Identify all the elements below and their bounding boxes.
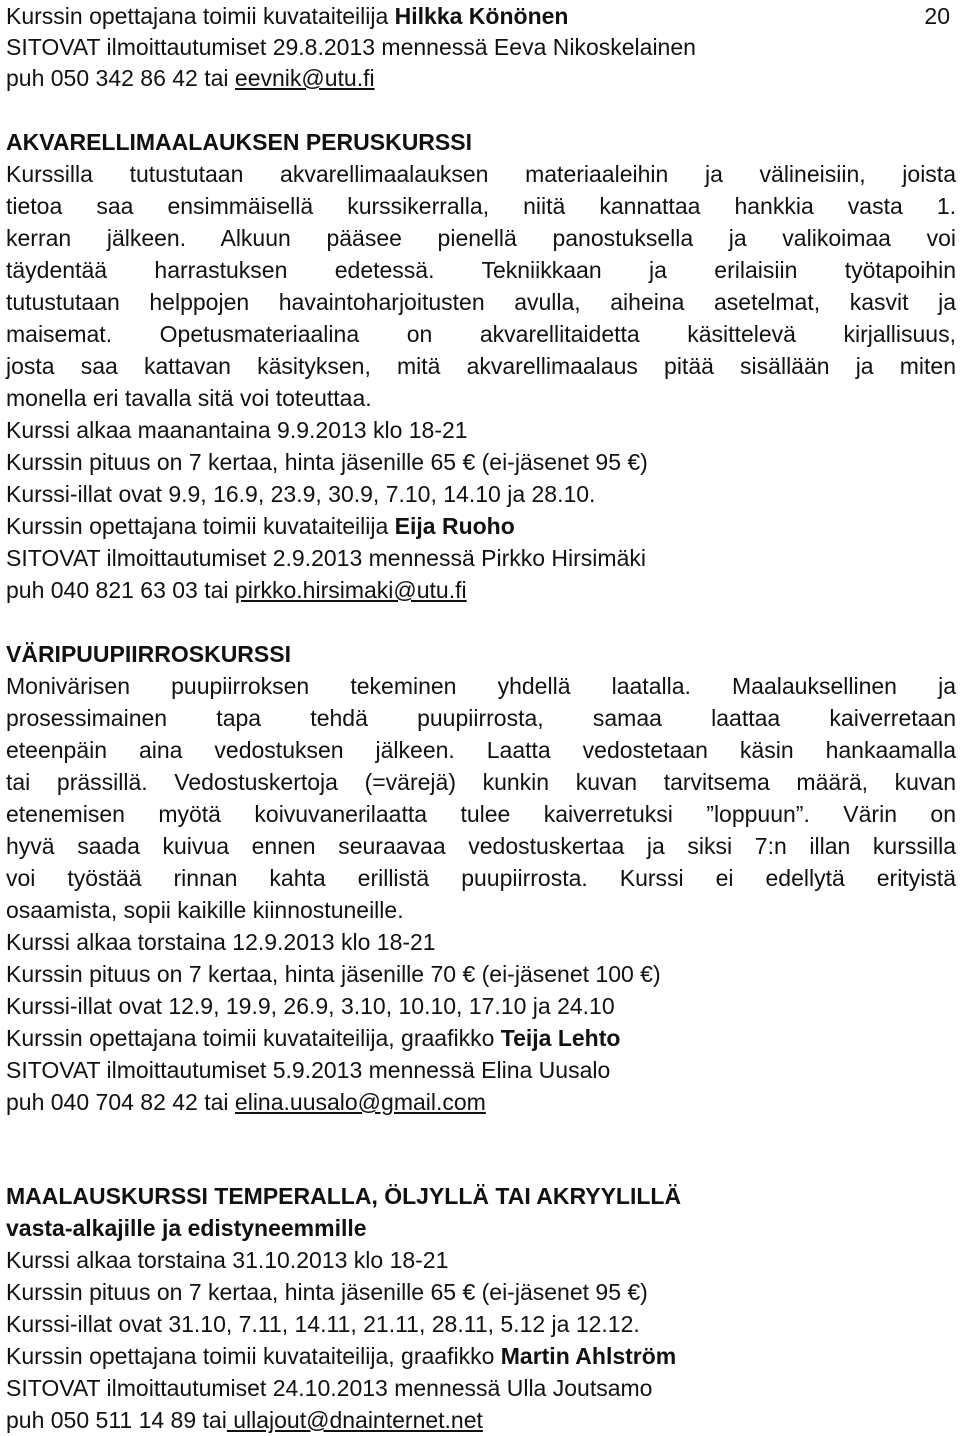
price-line: Kurssin pituus on 7 kertaa, hinta jäsenille 65 € (ei-jäsenet 95 €) [6, 449, 648, 475]
body-line: täydentää harrastuksen edetessä. Tekniikkaan ja erilaisiin työtapoihin [6, 257, 956, 283]
dates-line: Kurssi-illat ovat 31.10, 7.11, 14.11, 21.11, 28.11, 5.12 ja 12.12. [6, 1311, 640, 1337]
phone-text: puh 040 821 63 03 tai [6, 577, 235, 603]
teacher-line [6, 510, 956, 542]
body-line: osaamista, sopii kaikille kiinnostuneille. [6, 897, 404, 923]
body-line: Monivärisen puupiirroksen tekeminen yhdellä laatalla. Maalauksellinen ja [6, 673, 956, 699]
course-heading: AKVARELLIMAALAUKSEN PERUSKURSSI [6, 129, 472, 155]
price-line: Kurssin pituus on 7 kertaa, hinta jäsenille 65 € (ei-jäsenet 95 €) [6, 1279, 648, 1305]
dates-line: Kurssi-illat ovat 9.9, 16.9, 23.9, 30.9, 7.10, 14.10 ja 28.10. [6, 481, 596, 507]
page-number: 20 [924, 3, 950, 29]
email-link[interactable]: pirkko.hirsimaki@utu.fi [234, 577, 467, 603]
teacher-name: Teija Lehto [500, 1025, 621, 1051]
price-line: Kurssin pituus on 7 kertaa, hinta jäsenille 70 € (ei-jäsenet 100 €) [6, 961, 661, 987]
body-line: prosessimainen tapa tehdä puupiirrosta, samaa laattaa kaiverretaan [6, 705, 956, 731]
email-link[interactable]: elina.uusalo@gmail.com [234, 1089, 486, 1115]
teacher-line [6, 0, 956, 32]
start-line: Kurssi alkaa maanantaina 9.9.2013 klo 18-21 [6, 417, 468, 443]
teacher-name: Martin Ahlström [500, 1343, 677, 1369]
signup-line: SITOVAT ilmoittautumiset 5.9.2013 mennessä Elina Uusalo [6, 1057, 611, 1083]
teacher-line [6, 1340, 956, 1372]
body-line: tutustutaan helppojen havaintoharjoitusten avulla, aiheina asetelmat, kasvit ja [6, 289, 956, 315]
course-heading: VÄRIPUUPIIRROSKURSSI [6, 641, 291, 667]
signup-line: SITOVAT ilmoittautumiset 29.8.2013 mennessä Eeva Nikoskelainen [6, 34, 696, 60]
dates-line: Kurssi-illat ovat 12.9, 19.9, 26.9, 3.10, 10.10, 17.10 ja 24.10 [6, 993, 615, 1019]
teacher-prefix: Kurssin opettajana toimii kuvataiteilija, graafikko [6, 1343, 501, 1369]
contact-line [6, 574, 956, 606]
body-line: kerran jälkeen. Alkuun pääsee pienellä panostuksella ja valikoimaa voi [6, 225, 956, 251]
teacher-line [6, 1022, 956, 1054]
teacher-prefix: Kurssin opettajana toimii kuvataiteilija [6, 3, 395, 29]
body-line: maisemat. Opetusmateriaalina on akvarellitaidetta käsittelevä kirjallisuus, [6, 321, 956, 347]
teacher-prefix: Kurssin opettajana toimii kuvataiteilija [6, 513, 395, 539]
body-line: josta saa kattavan käsityksen, mitä akvarellimaalaus pitää sisällään ja miten [6, 353, 956, 379]
phone-text: puh 050 511 14 89 tai [6, 1407, 227, 1433]
start-line: Kurssi alkaa torstaina 12.9.2013 klo 18-21 [6, 929, 436, 955]
body-line: eteenpäin aina vedostuksen jälkeen. Laatta vedostetaan käsin hankaamalla [6, 737, 956, 763]
course-subheading: vasta-alkajille ja edistyneemmille [6, 1215, 367, 1241]
course-heading: MAALAUSKURSSI TEMPERALLA, ÖLJYLLÄ TAI AKRYYLILLÄ [6, 1183, 682, 1209]
contact-line [6, 62, 956, 94]
email-link[interactable]: ullajout@dnainternet.net [226, 1407, 483, 1433]
contact-line [6, 1086, 956, 1118]
body-line: monella eri tavalla sitä voi toteuttaa. [6, 385, 372, 411]
signup-line: SITOVAT ilmoittautumiset 24.10.2013 mennessä Ulla Joutsamo [6, 1375, 653, 1401]
email-link[interactable]: eevnik@utu.fi [234, 65, 375, 91]
body-line: tietoa saa ensimmäisellä kurssikerralla, niitä kannattaa hankkia vasta 1. [6, 193, 956, 219]
phone-text: puh 040 704 82 42 tai [6, 1089, 235, 1115]
teacher-prefix: Kurssin opettajana toimii kuvataiteilija, graafikko [6, 1025, 501, 1051]
body-line: voi työstää rinnan kahta erillistä puupiirrosta. Kurssi ei edellytä erityistä [6, 865, 956, 891]
body-line: Kurssilla tutustutaan akvarellimaalauksen materiaaleihin ja välineisiin, joista [6, 161, 956, 187]
phone-text: puh 050 342 86 42 tai [6, 65, 235, 91]
body-line: hyvä saada kuivua ennen seuraavaa vedostuskertaa ja siksi 7:n illan kurssilla [6, 833, 956, 859]
teacher-name: Hilkka Könönen [394, 3, 569, 29]
teacher-name: Eija Ruoho [394, 513, 515, 539]
contact-line [6, 1404, 956, 1436]
body-line: tai prässillä. Vedostuskertoja (=värejä) kunkin kuvan tarvitsema määrä, kuvan [6, 769, 956, 795]
signup-line: SITOVAT ilmoittautumiset 2.9.2013 mennessä Pirkko Hirsimäki [6, 545, 646, 571]
start-line: Kurssi alkaa torstaina 31.10.2013 klo 18-21 [6, 1247, 449, 1273]
body-line: etenemisen myötä koivuvanerilaatta tulee kaiverretuksi ”loppuun”. Värin on [6, 801, 956, 827]
